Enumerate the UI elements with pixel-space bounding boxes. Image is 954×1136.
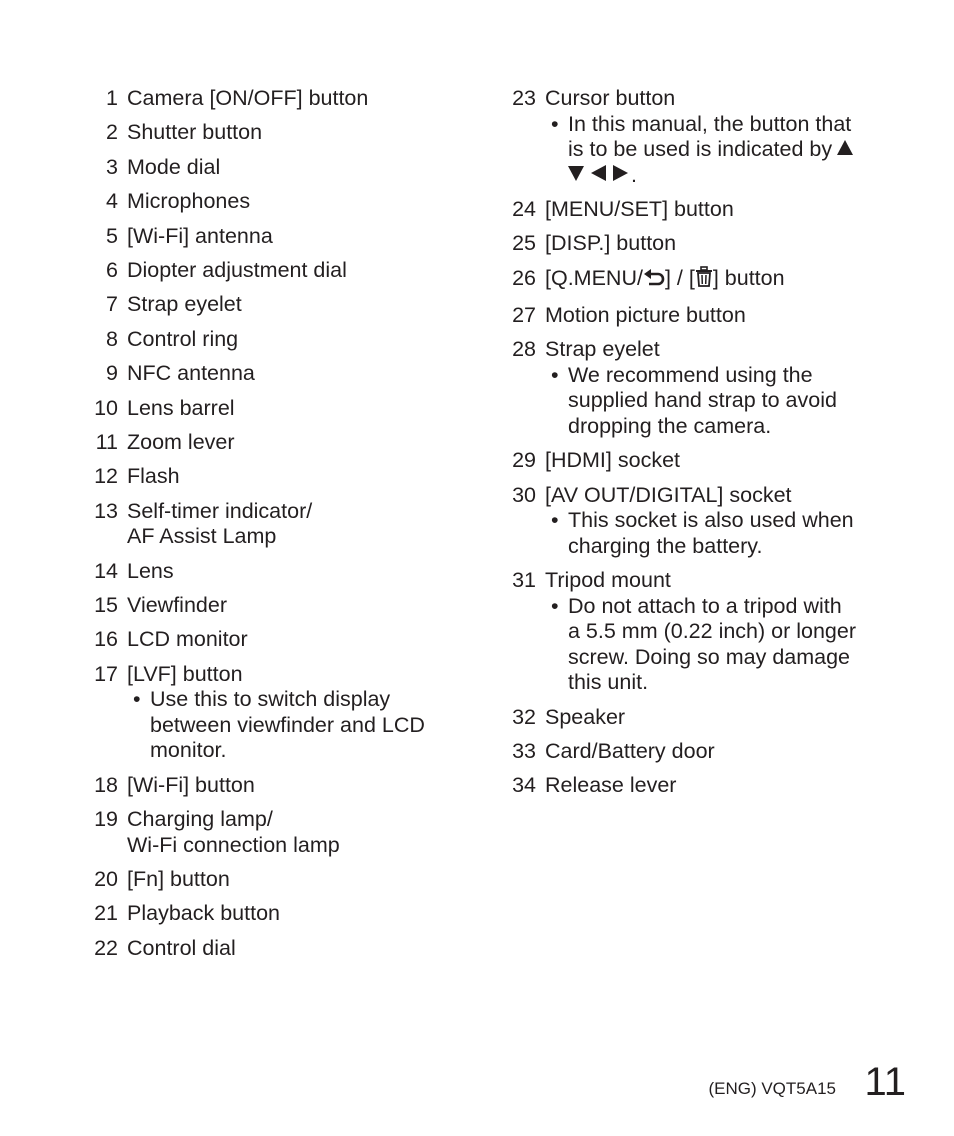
bullet-line-text: is to be used is indicated by xyxy=(568,137,833,161)
item-number: 6 xyxy=(106,257,118,282)
item-text xyxy=(127,430,484,456)
item-line: Cursor button xyxy=(545,86,676,110)
list-item xyxy=(84,936,484,962)
bullet-line: screw. Doing so may damage xyxy=(568,644,851,669)
list-item xyxy=(502,739,902,765)
list-item xyxy=(84,593,484,619)
item-line: Control ring xyxy=(127,326,239,351)
item-number: 13 xyxy=(94,498,118,523)
item-text xyxy=(545,266,902,295)
bullet-line: charging the battery. xyxy=(568,533,763,558)
item-line: Microphones xyxy=(127,189,251,214)
item-text xyxy=(545,739,902,765)
return-arrow-icon xyxy=(643,268,665,295)
item-number: 29 xyxy=(512,448,536,473)
item-line: Motion picture button xyxy=(545,303,746,328)
item-text xyxy=(127,559,484,585)
list-item xyxy=(84,86,484,112)
bullet-line: Do not attach to a tripod with xyxy=(568,593,842,618)
item-number: 28 xyxy=(512,337,536,362)
bullet-tail: . xyxy=(631,162,637,187)
item-text xyxy=(545,483,902,560)
item-line: [DISP.] button xyxy=(545,231,677,256)
item-line: Self-timer indicator/ xyxy=(127,498,313,523)
list-item xyxy=(84,464,484,490)
item-line: Playback button xyxy=(127,901,280,926)
item-text xyxy=(127,807,484,858)
bullet-note xyxy=(545,594,902,696)
list-item xyxy=(502,448,902,474)
item-number: 22 xyxy=(94,935,118,960)
page-number: 11 xyxy=(864,1060,906,1104)
list-item xyxy=(502,231,902,257)
item-line: [MENU/SET] button xyxy=(545,196,734,221)
item-line: [HDMI] socket xyxy=(545,448,680,473)
item-text xyxy=(127,499,484,550)
item-text xyxy=(545,773,902,799)
item-number: 27 xyxy=(512,303,536,328)
item-line: Zoom lever xyxy=(127,429,235,454)
item-number: 23 xyxy=(512,86,536,110)
item-number: 32 xyxy=(512,704,536,729)
bullet-line: We recommend using the xyxy=(568,362,813,387)
q-menu-prefix: [Q.MENU/ xyxy=(545,265,643,290)
item-text xyxy=(545,86,902,188)
list-item xyxy=(84,430,484,456)
item-text xyxy=(127,593,484,619)
item-line: [Wi-Fi] button xyxy=(127,772,255,797)
item-number: 34 xyxy=(512,773,536,798)
item-number: 11 xyxy=(95,429,118,454)
list-item xyxy=(502,197,902,223)
item-text xyxy=(545,231,902,257)
bullet-note xyxy=(545,112,902,189)
bullet-note xyxy=(127,687,484,764)
item-number: 30 xyxy=(512,482,536,507)
item-line: Card/Battery door xyxy=(545,738,715,763)
item-number: 9 xyxy=(106,361,118,386)
item-text xyxy=(127,258,484,284)
item-line: Mode dial xyxy=(127,154,221,179)
bullet-note xyxy=(545,363,902,440)
item-text xyxy=(127,292,484,318)
item-text xyxy=(127,224,484,250)
footer-code: (ENG) VQT5A15 xyxy=(708,1079,836,1098)
list-item xyxy=(502,86,902,188)
bullet-marker: • xyxy=(551,111,559,136)
list-item xyxy=(84,120,484,146)
bullet-line: This socket is also used when xyxy=(568,508,854,533)
item-line xyxy=(545,266,902,295)
item-line: Lens xyxy=(127,558,174,583)
q-menu-middle: ] / [ xyxy=(664,265,695,290)
item-line: Speaker xyxy=(545,704,626,729)
up-triangle-icon xyxy=(837,140,853,155)
item-text xyxy=(127,120,484,146)
list-item xyxy=(84,773,484,799)
item-text xyxy=(127,189,484,215)
item-number: 8 xyxy=(106,326,118,351)
item-text xyxy=(545,337,902,439)
item-line: Diopter adjustment dial xyxy=(127,257,347,282)
list-item xyxy=(84,396,484,422)
item-line: [LVF] button xyxy=(127,661,243,686)
item-number: 26 xyxy=(512,265,536,290)
item-line: [Fn] button xyxy=(127,866,230,891)
list-item xyxy=(84,292,484,318)
item-line: Camera [ON/OFF] button xyxy=(127,86,369,110)
item-line: [AV OUT/DIGITAL] socket xyxy=(545,482,792,507)
list-item xyxy=(502,568,902,696)
list-item xyxy=(84,361,484,387)
q-menu-suffix: ] button xyxy=(712,265,785,290)
item-number: 14 xyxy=(94,558,118,583)
item-text xyxy=(545,448,902,474)
item-number: 1 xyxy=(106,86,118,110)
left-column xyxy=(84,86,484,970)
item-text xyxy=(127,662,484,764)
bullet-line: Use this to switch display xyxy=(150,687,391,712)
item-number: 2 xyxy=(106,120,118,145)
item-number: 12 xyxy=(94,464,118,489)
list-item xyxy=(84,901,484,927)
bullet-marker: • xyxy=(133,687,141,712)
item-number: 3 xyxy=(106,154,118,179)
list-item xyxy=(84,258,484,284)
item-number: 31 xyxy=(512,568,536,593)
item-number: 33 xyxy=(512,738,536,763)
list-item xyxy=(84,627,484,653)
item-text xyxy=(127,155,484,181)
item-line: NFC antenna xyxy=(127,361,255,386)
bullet-line: In this manual, the button that xyxy=(568,111,852,136)
item-text xyxy=(127,327,484,353)
list-item xyxy=(502,266,902,295)
bullet-line xyxy=(568,137,902,163)
item-line: AF Assist Lamp xyxy=(127,524,277,549)
item-line: LCD monitor xyxy=(127,627,248,652)
item-line: Strap eyelet xyxy=(545,337,660,362)
item-text xyxy=(127,901,484,927)
bullet-marker: • xyxy=(551,593,559,618)
item-text xyxy=(127,773,484,799)
bullet-marker: • xyxy=(551,508,559,533)
list-item xyxy=(84,807,484,858)
bullet-line: this unit. xyxy=(568,670,649,695)
item-number: 18 xyxy=(94,772,118,797)
right-triangle-icon xyxy=(613,165,628,181)
item-line: Lens barrel xyxy=(127,395,235,420)
trash-icon xyxy=(695,266,713,295)
list-item xyxy=(84,559,484,585)
list-item xyxy=(502,483,902,560)
item-text xyxy=(545,303,902,329)
item-number: 21 xyxy=(94,901,118,926)
item-number: 7 xyxy=(106,292,118,317)
item-number: 17 xyxy=(94,661,118,686)
item-text xyxy=(127,936,484,962)
bullet-line: supplied hand strap to avoid xyxy=(568,388,837,413)
list-item xyxy=(84,327,484,353)
left-triangle-icon xyxy=(591,165,606,181)
list-item xyxy=(502,303,902,329)
item-text xyxy=(127,86,484,112)
bullet-line: a 5.5 mm (0.22 inch) or longer xyxy=(568,619,856,644)
item-text xyxy=(545,705,902,731)
list-item xyxy=(84,189,484,215)
item-line: Release lever xyxy=(545,773,677,798)
item-number: 10 xyxy=(94,395,118,420)
bullet-line: between viewfinder and LCD xyxy=(150,712,425,737)
down-triangle-icon xyxy=(568,166,584,181)
bullet-line: monitor. xyxy=(150,738,227,763)
list-item xyxy=(502,705,902,731)
list-item xyxy=(84,662,484,764)
bullet-line: dropping the camera. xyxy=(568,413,772,438)
item-number: 25 xyxy=(512,231,536,256)
right-column xyxy=(502,86,902,808)
list-item xyxy=(502,773,902,799)
item-text xyxy=(545,568,902,696)
item-text xyxy=(545,197,902,223)
item-line: Strap eyelet xyxy=(127,292,242,317)
bullet-marker: • xyxy=(551,362,559,387)
item-line: Shutter button xyxy=(127,120,263,145)
item-line: Viewfinder xyxy=(127,592,227,617)
item-line: Control dial xyxy=(127,935,236,960)
item-text xyxy=(127,396,484,422)
item-number: 19 xyxy=(94,807,118,832)
item-line: Tripod mount xyxy=(545,568,671,593)
item-number: 4 xyxy=(106,189,118,214)
item-number: 5 xyxy=(106,223,118,248)
list-item xyxy=(84,499,484,550)
list-item xyxy=(84,867,484,893)
item-text xyxy=(127,627,484,653)
item-line: Charging lamp/ xyxy=(127,807,273,832)
item-number: 20 xyxy=(94,866,118,891)
list-item xyxy=(84,224,484,250)
item-number: 15 xyxy=(94,592,118,617)
item-text xyxy=(127,361,484,387)
item-text xyxy=(127,867,484,893)
item-line: Wi-Fi connection lamp xyxy=(127,832,340,857)
bullet-line xyxy=(568,163,902,189)
list-item xyxy=(502,337,902,439)
item-number: 24 xyxy=(512,196,536,221)
item-line: Flash xyxy=(127,464,180,489)
item-number: 16 xyxy=(94,627,118,652)
list-item xyxy=(84,155,484,181)
item-line: [Wi-Fi] antenna xyxy=(127,223,273,248)
bullet-note xyxy=(545,508,902,559)
item-text xyxy=(127,464,484,490)
